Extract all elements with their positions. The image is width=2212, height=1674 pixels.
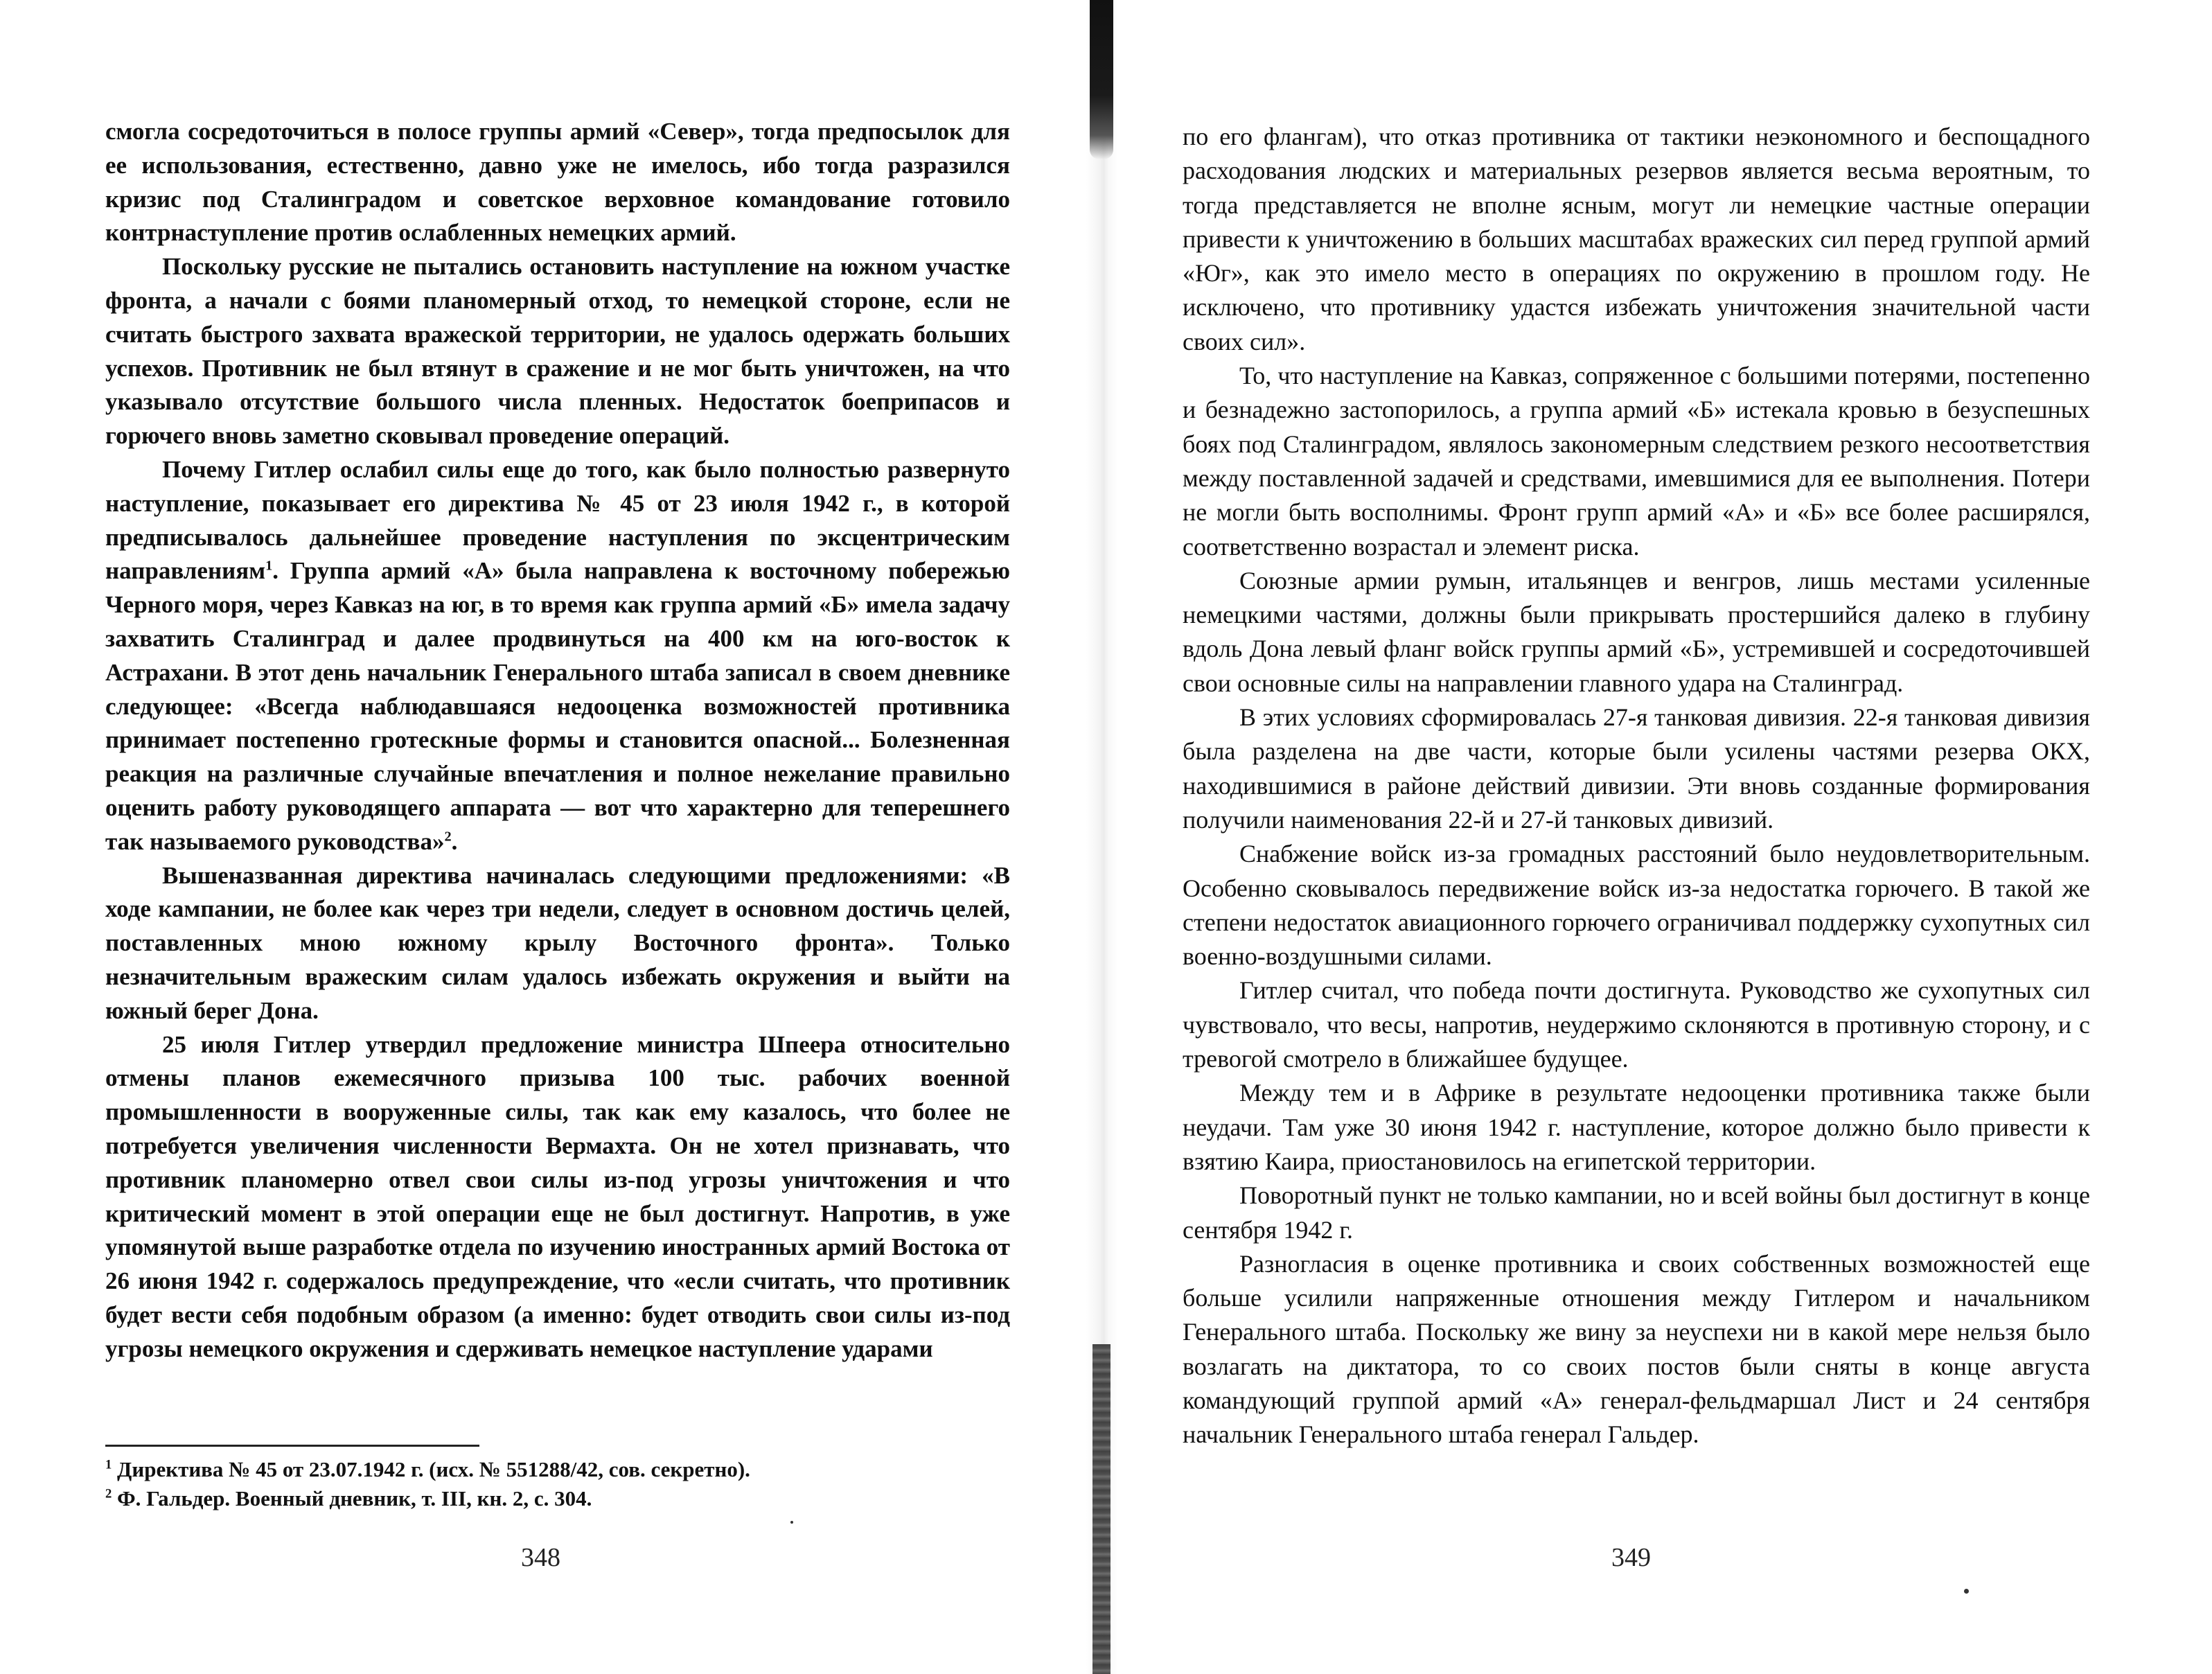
paragraph: Разногласия в оценке противника и своих собственных возможностей еще больше усилили напряженные отношения между Гитлером и начальником Генерального штаба. Поскольку же вину за неуспехи ни в какой мере нельзя было возлагать на диктатора, то со своих постов были сняты в конце августа командующий группой армий «А» генерал-фельдмаршал Лист и 24 сентября начальник Генерального штаба генерал Гальдер. bbox=[1183, 1249, 2090, 1449]
paragraph: по его флангам), что отказ противника от тактики неэкономного и беспощадного расходования людских и материальных резервов является весьма вероятным, то тогда представляется не вполне ясным, могут ли немецкие частные операции привести к уничтожению в больших масштабах вражеских сил перед группой армий «Юг», как это имело место в операциях по окружению в прошлом году. Не исключено, что противнику удастся избежать уничтожения значительной части своих сил». bbox=[1183, 123, 2090, 355]
scan-speck bbox=[790, 1521, 793, 1524]
paragraph: Между тем и в Африке в результате недооценки противника также были неудачи. Там уже 30 июня 1942 г. наступление, которое должно было привести к взятию Каира, приостановилось на египетской территории. bbox=[1183, 1079, 2090, 1175]
paragraph: Союзные армии румын, итальянцев и венгров, лишь местами усиленные немецкими частями, должны были прикрывать простершийся далеко в глубину вдоль Дона левый фланг войск группы армий «Б», устремившей и сосредоточившей свои основные силы на направлении главного удара на Сталинград. bbox=[1183, 566, 2090, 697]
page-number: 348 bbox=[521, 1543, 560, 1572]
paragraph-text: Почему Гитлер ослабил силы еще до того, как было полностью развернуто наступление, показывает его директива № 45 от 23 июля 1942 г., в которой предписывалось дальнейшее проведение наступления по эксцентрическим направлениям bbox=[105, 455, 1010, 585]
footnote-mark: 1 bbox=[105, 1457, 112, 1472]
paragraph: смогла сосредоточиться в полосе группы армий «Север», тогда предпосылок для ее использования, естественно, давно уже не имелось, ибо тогда разразился кризис под Сталинградом и советское верховное командование готовило контрнаступление против ослабленных немецких армий. bbox=[105, 118, 1010, 247]
paragraph: Гитлер считал, что победа почти достигнута. Руководство же сухопутных сил чувствовало, что весы, напротив, неудержимо склоняются в противную сторону, и с тревогой смотрело в ближайшее будущее. bbox=[1183, 976, 2090, 1073]
footnote bbox=[105, 1455, 1010, 1484]
footnote-ref[interactable]: 1 bbox=[265, 558, 273, 574]
paragraph: То, что наступление на Кавказ, сопряженное с большими потерями, постепенно и безнадежно застопорилось, а группа армий «Б» истекала кровью в безуспешных боях под Сталинградом, являлось закономерным следствием резкого несоответствия между поставленной задачей и средствами, имевшимися для ее выполнения. Потери не могли быть восполнимы. Фронт групп армий «А» и «Б» все более расширялся, соответственно возрастал и элемент риска. bbox=[1183, 362, 2090, 561]
footnote-mark: 2 bbox=[105, 1486, 112, 1501]
page-number: 349 bbox=[1611, 1543, 1651, 1572]
paragraph: В этих условиях сформировалась 27-я танковая дивизия. 22-я танковая дивизия была разделена на две части, которые были усилены частями резерва ОКХ, находившимися в районе действий дивизии. Эти вновь созданные формирования получили наименования 22-й и 27-й танковых дивизий. bbox=[1183, 703, 2090, 834]
right-page bbox=[1117, 0, 2212, 1674]
paragraph: Поскольку русские не пытались остановить наступление на южном участке фронта, а начали с боями планомерный отход, то немецкой стороне, если не считать быстрого захвата вражеской территории, не удалось одержать больших успехов. Противник не был втянут в сражение и не мог быть уничтожен, на что указывало отсутствие большого числа пленных. Недостаток боеприпасов и горючего вновь заметно сковывал проведение операций. bbox=[105, 253, 1010, 450]
footnote-text: Ф. Гальдер. Военный дневник, т. III, кн. 2, с. 304. bbox=[112, 1486, 592, 1510]
footnote-divider bbox=[105, 1445, 479, 1447]
footnote-ref[interactable]: 2 bbox=[444, 829, 452, 845]
paragraph: Снабжение войск из-за громадных расстояний было неудовлетворительным. Особенно сковывалось передвижение войск из-за недостатка горючего. В такой же степени недостаток авиационного горючего ограничивал поддержку сухопутных сил военно-воздушными силами. bbox=[1183, 840, 2090, 971]
paragraph: 25 июля Гитлер утвердил предложение министра Шпеера относительно отмены планов ежемесячного призыва 100 тыс. рабочих военной промышленности в вооруженные силы, так как ему казалось, что более не потребуется увеличения численности Вермахта. Он не хотел признавать, что противник планомерно отвел свои силы из-под угрозы уничтожения и что критический момент в этой операции еще не был достигнут. Напротив, в уже упомянутой выше разработке отдела по изучению иностранных армий Востока от 26 июня 1942 г. содержалось предупреждение, что «если считать, что противник будет вести себя подобным образом (а именно: будет отводить свои силы из-под угрозы немецкого окружения и сдерживать немецкое наступление ударами bbox=[105, 1030, 1010, 1362]
paragraph bbox=[105, 453, 1010, 859]
paragraph: Вышеназванная директива начиналась следующими предложениями: «В ходе кампании, не более как через три недели, следует в основном достичь целей, поставленных мною южному крылу Восточного фронта». Только незначительным вражеским силам удалось избежать окружения и выйти на южный берег Дона. bbox=[105, 861, 1010, 1024]
footnotes bbox=[105, 1455, 1010, 1513]
paragraph-text: . Группа армий «А» была направлена к восточному побережью Черного моря, через Кавказ на юг, в то время как группа армий «Б» имела задачу захватить Сталинград и далее продвинуться на 400 км на юго-восток к Астрахани. В этот день начальник Генерального штаба записал в своем дневнике следующее: «Всегда наблюдавшаяся недооценка возможностей противника принимает постепенно гротескные формы и становится опасной... Болезненная реакция на различные случайные впечатления и полное нежелание правильно оценить работу руководящего аппарата — вот что характерно для теперешнего так называемого руководства» bbox=[105, 557, 1010, 855]
paragraph-text: . bbox=[451, 827, 458, 855]
binding-mark-bottom bbox=[1092, 1344, 1111, 1674]
footnote-text: Директива № 45 от 23.07.1942 г. (исх. № 551288/42, сов. секретно). bbox=[112, 1457, 750, 1481]
left-page bbox=[0, 0, 1095, 1674]
left-page-body bbox=[105, 115, 1010, 1366]
footnote bbox=[105, 1484, 1010, 1513]
scan-speck bbox=[1964, 1589, 1969, 1594]
paragraph: Поворотный пункт не только кампании, но и всей войны был достигнут в конце сентября 1942 г. bbox=[1183, 1181, 2090, 1244]
right-page-body bbox=[1183, 120, 2090, 1452]
